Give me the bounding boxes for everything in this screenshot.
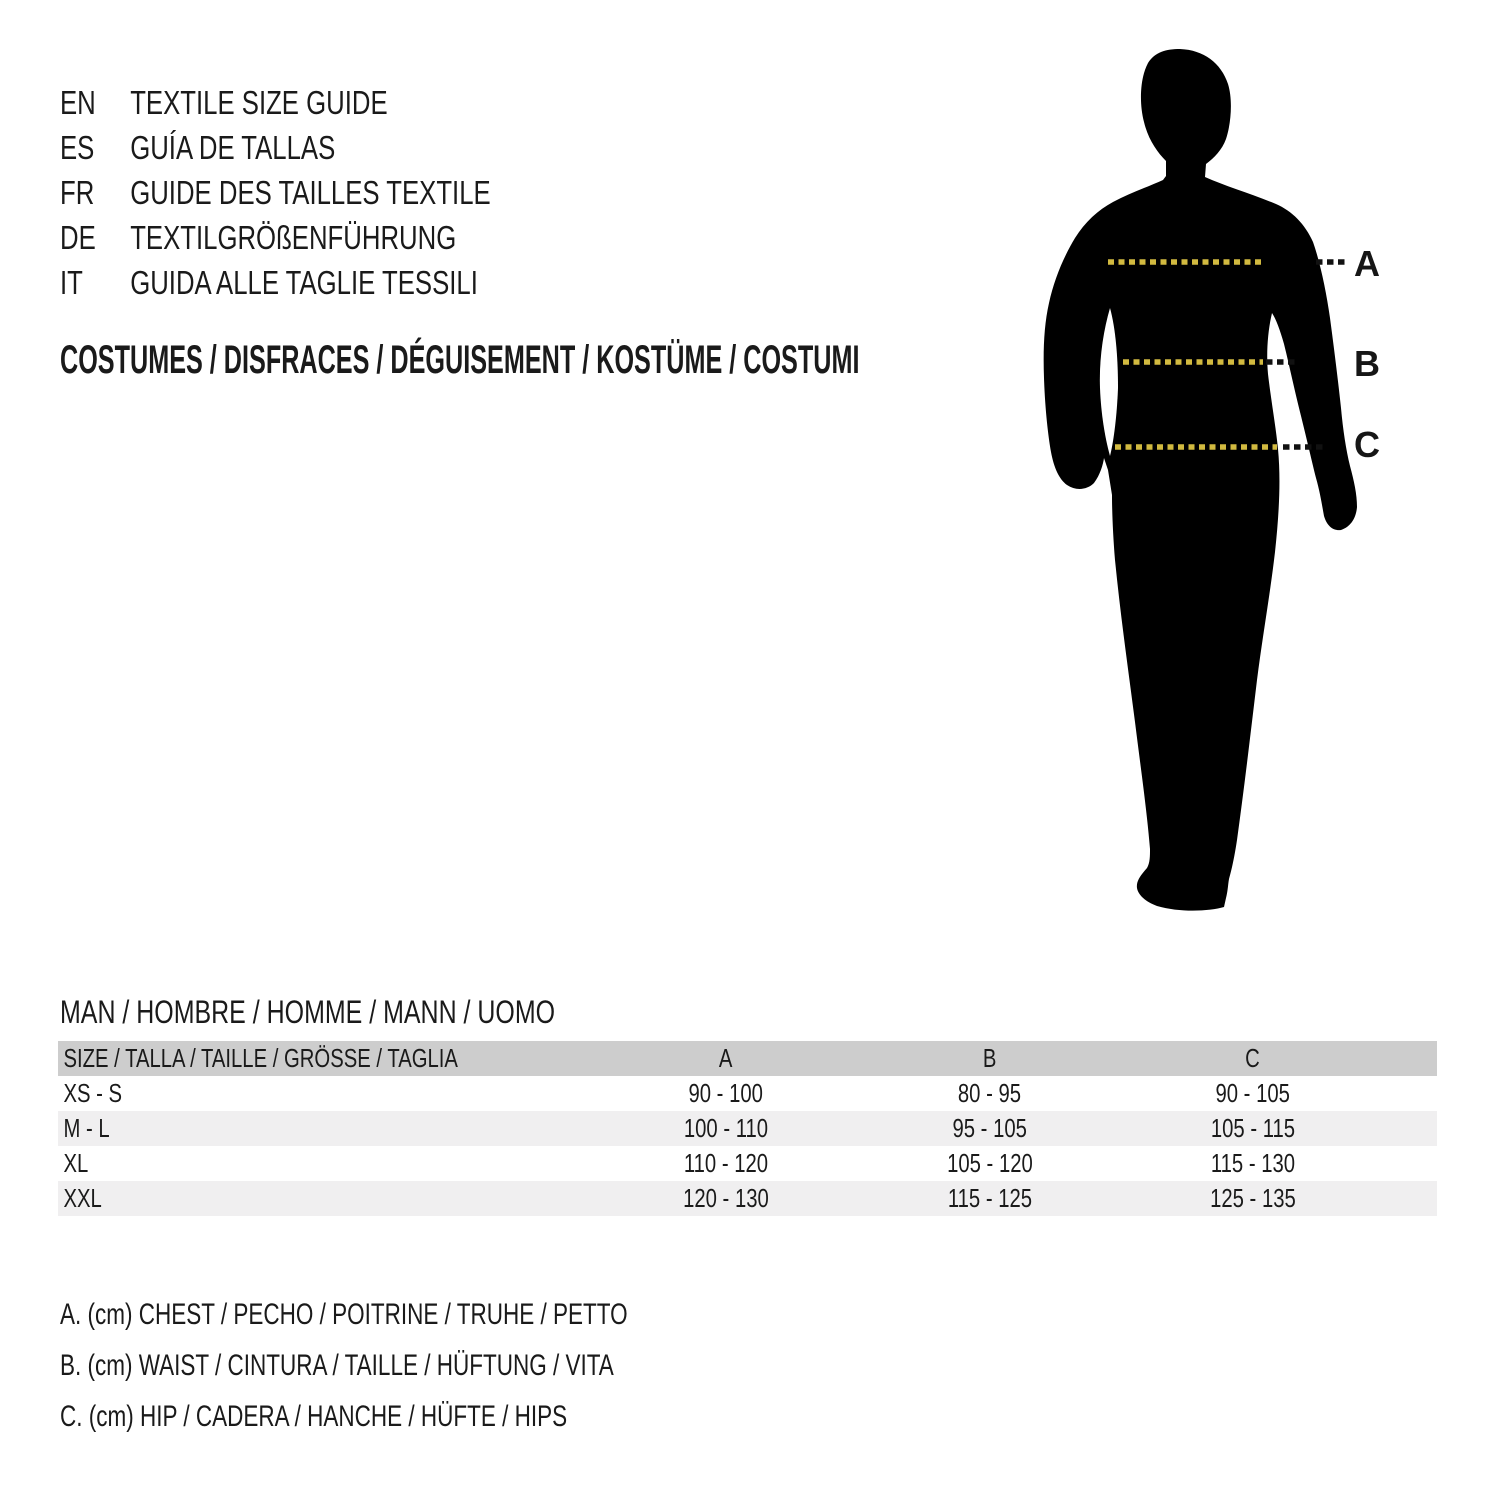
row-size-cell: M - L [63, 1113, 110, 1143]
header-a-cell: A [719, 1043, 733, 1073]
measure-label-a: A [1354, 243, 1380, 284]
row-a-cell: 100 - 110 [684, 1113, 769, 1143]
language-label: GUIDE DES TAILLES TEXTILE [130, 174, 491, 211]
language-list [60, 80, 612, 305]
header-b-cell: B [982, 1043, 997, 1073]
language-code: IT [60, 264, 83, 301]
male-silhouette-figure [1020, 40, 1400, 920]
row-b-cell: 115 - 125 [947, 1183, 1032, 1213]
row-size-cell: XS - S [63, 1078, 123, 1108]
section-title-man: MAN / HOMBRE / HOMME / MANN / UOMO [60, 994, 556, 1030]
row-c-cell: 90 - 105 [1215, 1078, 1291, 1108]
row-c-cell: 115 - 130 [1210, 1148, 1295, 1178]
language-row-es [60, 125, 612, 170]
measure-label-b: B [1354, 343, 1380, 384]
category-title: COSTUMES / DISFRACES / DÉGUISEMENT / KOSTÜME / COSTUMI [60, 338, 860, 382]
language-label: GUIDA ALLE TAGLIE TESSILI [130, 264, 478, 301]
note-hip: C. (cm) HIP / CADERA / HANCHE / HÜFTE / HIPS [60, 1400, 568, 1433]
language-row-it [60, 260, 612, 305]
row-a-cell: 90 - 100 [688, 1078, 764, 1108]
table-row-xxl [58, 1181, 1437, 1216]
language-code: ES [60, 129, 95, 166]
language-label: TEXTILGRÖßENFÜHRUNG [130, 219, 457, 256]
male-silhouette [1044, 49, 1357, 911]
language-code: DE [60, 219, 96, 256]
table-row-m-l [58, 1111, 1437, 1146]
row-size-cell: XL [63, 1148, 89, 1178]
language-row-en [60, 80, 612, 125]
row-c-cell: 105 - 115 [1210, 1113, 1295, 1143]
row-b-cell: 105 - 120 [946, 1148, 1033, 1178]
note-chest: A. (cm) CHEST / PECHO / POITRINE / TRUHE / PETTO [60, 1298, 628, 1331]
table-header-row [58, 1041, 1437, 1076]
measurement-legend [60, 1289, 817, 1442]
row-a-cell: 120 - 130 [683, 1183, 769, 1213]
header-size-cell: SIZE / TALLA / TAILLE / GRÖSSE / TAGLIA [63, 1043, 458, 1073]
language-row-fr [60, 170, 612, 215]
language-code: EN [60, 84, 96, 121]
size-table [58, 1041, 1437, 1216]
row-b-cell: 80 - 95 [957, 1078, 1022, 1108]
language-row-de [60, 215, 612, 260]
row-size-cell: XXL [63, 1183, 102, 1213]
row-b-cell: 95 - 105 [952, 1113, 1027, 1143]
language-label: GUÍA DE TALLAS [130, 129, 336, 166]
row-a-cell: 110 - 120 [684, 1148, 769, 1178]
header-c-cell: C [1245, 1043, 1261, 1073]
measure-label-c: C [1354, 424, 1380, 465]
language-code: FR [60, 174, 95, 211]
table-row-xs-s [58, 1076, 1437, 1111]
language-label: TEXTILE SIZE GUIDE [130, 84, 388, 121]
note-waist: B. (cm) WAIST / CINTURA / TAILLE / HÜFTUNG / VITA [60, 1349, 614, 1382]
table-row-xl [58, 1146, 1437, 1181]
row-c-cell: 125 - 135 [1210, 1183, 1296, 1213]
